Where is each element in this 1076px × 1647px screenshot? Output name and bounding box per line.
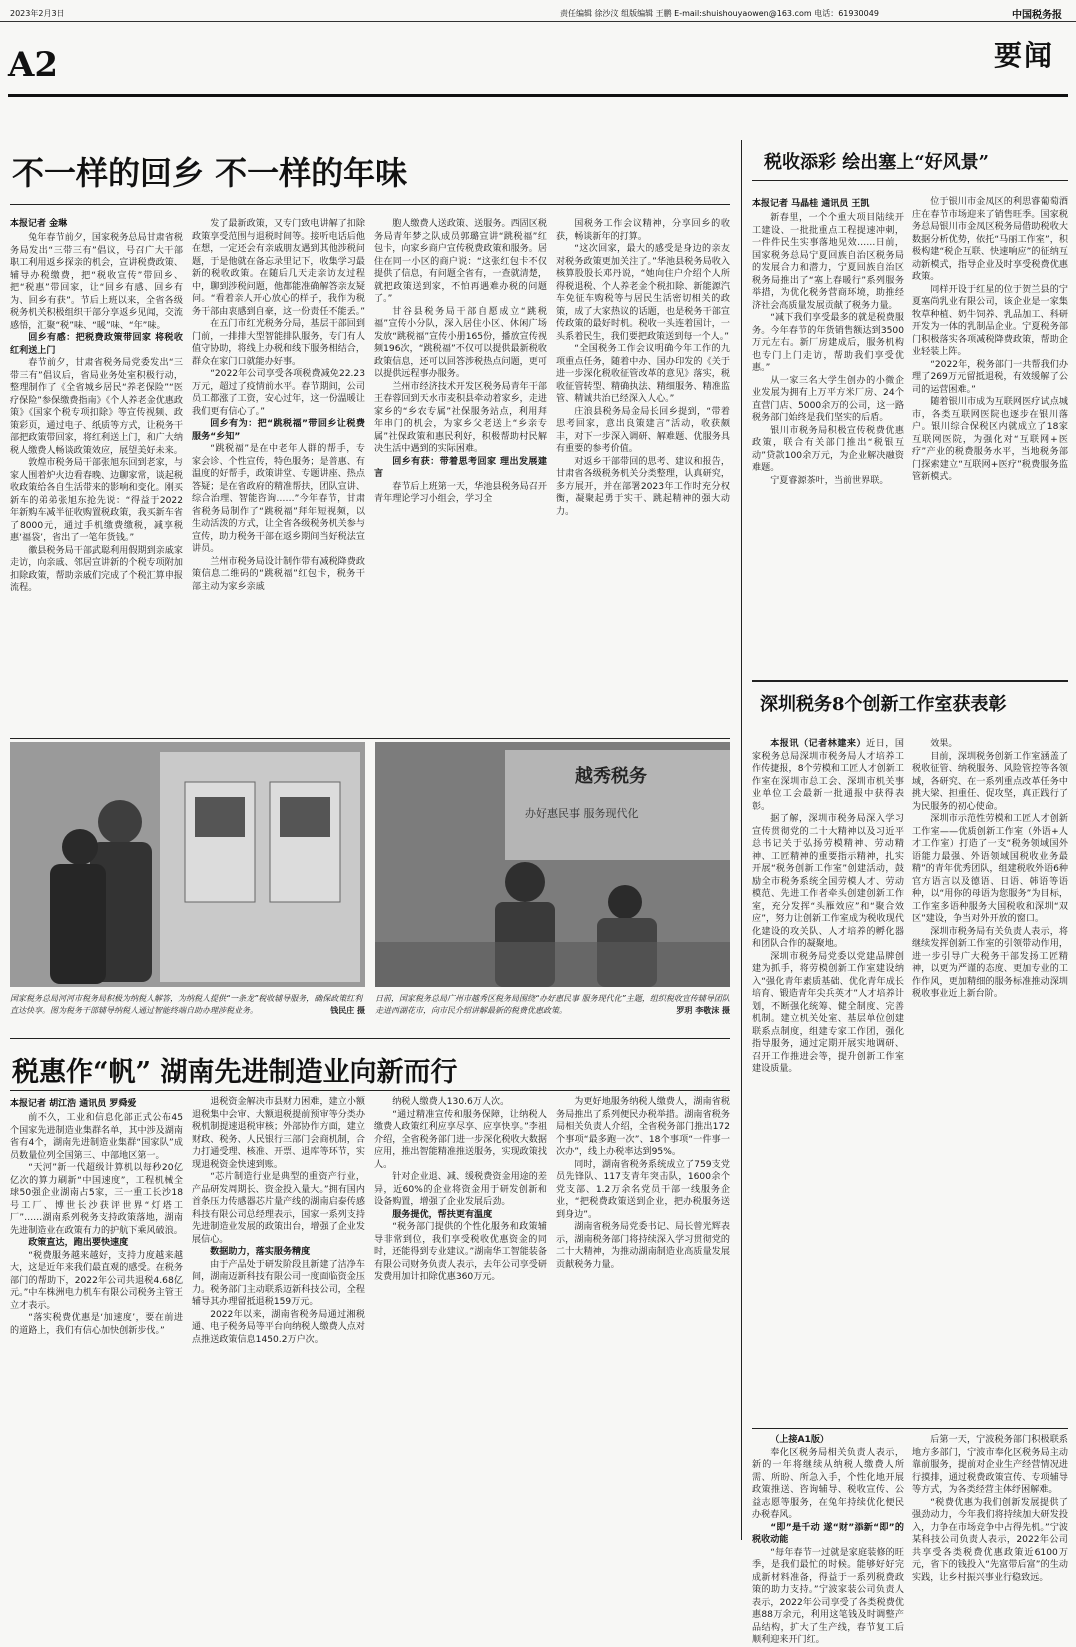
article4-top-rule — [10, 1038, 730, 1039]
paragraph: 为更好地服务纳税人缴费人，湖南省税务局推出了系列便民办税举措。湖南省税务局相关负责人介绍，全省税务部门推出172个事项“最多跑一次”、18个事项“一件事一次办”，线上办税率达到95%。 — [556, 1097, 730, 1157]
article3-headline: 深圳税务8个创新工作室获表彰 — [760, 694, 1007, 715]
paragraph: “每年春节一过就是家庭装修的旺季，是我们最忙的时候。能够好好完成新材料准备，得益于一系列税费政策的助力支持。”宁波家装公司负责人表示，2022年公司享受了各类税费优惠88万余元，利用这笔钱及时调整产品结构，扩大了生产线，春节复工后顺利迎来开门红。 — [752, 1547, 904, 1645]
paragraph: 深圳市税务局党委以党建品牌创建为抓手，将劳模创新工作室建设纳入“强化青年素质基础、优化青年成长培育、锻造青年尖兵英才”人才培养计划，不断强化统筹、健全制度、完善机制。建立机关处室、基层单位创建联系点制度，组建专家工作团，强化指导服务，通过定期开展实地调研、召开工作推进会等，提升创新工作室建设质量。 — [752, 951, 904, 1074]
paragraph: 后第一天，宁波税务部门积极联系地方多部门，宁波市奉化区税务局主动靠前服务，提前对企业生产经营情况进行摸排，通过税费政策宣传、专项辅导等方式，为各类经营主体纾困解难。 — [912, 1435, 1068, 1495]
article5-column-2 — [912, 1434, 1068, 1583]
column-divider — [741, 140, 742, 1540]
page-header — [0, 0, 1076, 22]
paragraph: “税费服务越来越好，支持力度越来越大，这是近年来我们最直观的感受。在税务部门的帮助下，2022年公司共退税4.68亿元。”中车株洲电力机车有限公司税务主管王立才表示。 — [10, 1250, 183, 1311]
photo-tax-terminal — [10, 742, 365, 987]
subheading: 回乡有为：把“跳税福”带回乡让税费服务“乡知” — [192, 419, 365, 442]
paragraph: 从一家三名大学生创办的小微企业发展为拥有上万平方米厂房、24个直营门店、5000余万的公司，这一路税务部门始终是我们坚实的后盾。 — [752, 375, 904, 423]
paragraph: 胞人缴费人送政策、送服务。西固区税务局青年梦之队成员郭璐宣讲“跳税福”红包卡，向家乡商户宣传税费政策和服务。居住在同一小区的商户说：“这张红包卡不仅提供了信息，有问题全省有，一查就清楚，就把政策送到家，不怕再遇难办税的问题了。” — [374, 219, 547, 304]
article4-headline: 税惠作“帆” 湖南先进制造业向新而行 — [12, 1057, 458, 1088]
paragraph: “通过精准宣传和服务保障，让纳税人缴费人政策红利应享尽享、应享快享。”李祖介绍，全省税务部门进一步深化税收大数据应用，推出智能精准推送服务，实现政策找人。 — [374, 1109, 547, 1170]
article2-rule — [752, 180, 1068, 181]
paragraph: “税务部门提供的个性化服务和政策辅导非常到位，我们享受税收优惠资金的同时，还能得到专业建议。”湖南华工智能装备有限公司财务负责人表示，去年公司享受研发费用加计扣除优惠360万元。 — [374, 1222, 547, 1282]
header-rule — [8, 94, 1068, 97]
paragraph: 深圳市税务局有关负责人表示，将继续发挥创新工作室的引领带动作用，进一步引导广大税务干部发扬工匠精神，以更为严谨的态度、更加专业的工作作风，更加精细的服务标准推动深圳税收事业近上新台阶。 — [912, 926, 1068, 999]
paragraph: 兰州市税务局设计制作带有减税降费政策信息二维码的“跳税福”红包卡，税务干部主动为家乡亲戚 — [192, 556, 365, 592]
article2-headline: 税收添彩 绘出塞上“好风景” — [764, 152, 989, 173]
article5-column-1 — [752, 1434, 904, 1645]
photos-top-rule — [10, 738, 730, 739]
paragraph: 据了解，深圳市税务局深入学习宣传贯彻党的二十大精神以及习近平总书记关于弘扬劳模精神、劳动精神、工匠精神的重要指示精神，扎实开展“税务创新工作室”创建活动，鼓励全市税务系统全国劳模人才、劳动模范、先进工作者牵头创建创新工作室，充分发挥“头雁效应”和“聚合效应”，努力让创新工作室成为税收现代化建设的攻关队、人才培养的孵化器和团队合作的凝聚地。 — [752, 814, 904, 949]
article4-column-2 — [192, 1096, 365, 1540]
subheading: 政策直达，跑出要快速度 — [28, 1238, 129, 1248]
paragraph: 随着银川市成为互联网医疗试点城市，各类互联网医院也逐步在银川落户。银川综合保税区内就成立了18家互联网医院，为强化对“互联网+医疗”产业的税费服务水平，当地税务部门探索建立“互联网+医疗”税费服务监管新模式。 — [912, 397, 1068, 482]
subheading: “即”是千动 遂“财”添新“即”的税收动能 — [752, 1522, 904, 1545]
paragraph: “芯片制造行业是典型的重资产行业，产品研发周期长、资金投入量大。”拥有国内首条压力传感器芯片量产线的湖南启泰传感科技有限公司总经理表示，国家一系列支持先进制造业发展的政策出台，增强了企业发展信心。 — [192, 1172, 365, 1245]
issue-date: 2023年2月3日 — [10, 9, 65, 18]
paragraph: 同时，湖南省税务系统成立了759支党员先锋队、117支青年突击队，1600余个党支部、1.2万余名党员干部一线服务企业，“把税费政策送到企业，把办税服务送到身边”。 — [556, 1159, 730, 1220]
article3-rule — [752, 680, 1068, 682]
paragraph: 目前，深圳税务创新工作室涵盖了税收征管、纳税服务、风险管控等各领域，各研究、在一系列重点改革任务中挑大梁、担重任、促攻坚，真正践行了为民服务的初心使命。 — [912, 751, 1068, 812]
article3-column-1 — [752, 738, 904, 1428]
photo-credit-left: 钱民庄 摄 — [330, 1006, 365, 1015]
article2-column-2 — [912, 196, 1068, 662]
paragraph: 宁夏睿源茶叶，当前世界联。 — [770, 475, 889, 486]
article1-rule — [10, 204, 730, 205]
paragraph: 庄浪县税务局金局长回乡提到，“带着思考回家，意出良策建言”活动，收获颇丰，对下一步深入调研、解难题、优服务具有重要的参考价值。 — [556, 406, 730, 454]
paragraph: 纳税人缴费人130.6万人次。 — [392, 1097, 510, 1107]
paragraph: 在五门市红光税务分局，基层干部回到门前，一排排大型智能排队服务，专门有人值守协助，将线上办税和线下服务相结合，群众在家门口就能办好事。 — [192, 319, 365, 367]
subheading: 回乡有获：带着思考回家 理出发展建言 — [374, 456, 547, 479]
article1-headline: 不一样的回乡 不一样的年味 — [12, 154, 408, 192]
paragraph: “这次回家，最大的感受是身边的亲友对税务政策更加关注了。”华池县税务局收入核算股股长邓丹说，“她向住户介绍个人所得税退税、个人养老金个税扣除、新能源汽车免征车购税等与居民生活密切相关的政策，成了大家热议的话题，也是税务干部宣传政策的最好时机。税收一头连着国计，一头系着民生，我们要把政策送到每一个人。” — [556, 244, 730, 342]
photo-caption-left: 国家税务总局河河市税务局积极为纳税人解答，为纳税人提供“一条龙”税收辅导服务，确保政策红利直达快享。图为税务干部辅导纳税人通过智能终端自助办理涉税业务。 钱民庄 摄 — [10, 994, 365, 1015]
paragraph: 兰州市经济技术开发区税务局青年干部王春蓉回到天水市麦积县牵动着家乡，走进家乡的“乡农专属”社保服务站点，利用拜年串门的机会，为家乡父老送上“乡亲专属”社保政策和惠民利好，积极帮助村民解决生活中遇到的实际困难。 — [374, 381, 547, 454]
paragraph: 徽县税务局干部武聪利用假期到亲戚家走访，向亲戚、邻居宣讲新的个税专项附加扣除政策，帮助亲戚们完成了个税汇算申报流程。 — [10, 545, 183, 593]
article3-byline: 本报讯（记者林建来） — [770, 739, 867, 749]
page-number: A2 — [8, 45, 59, 85]
paragraph: 湖南省税务局党委书记、局长曾光辉表示，湖南税务部门将持续深入学习贯彻党的二十大精神，为推动湖南制造业高质量发展贡献税务力量。 — [556, 1222, 730, 1270]
article1-column-4 — [556, 218, 730, 728]
photo-flower-market — [375, 742, 730, 987]
photo-credit-right: 罗玥 李敬沫 摄 — [676, 1006, 730, 1015]
paragraph: 发了最新政策，又专门致电讲解了扣除政策享受范围与退税时间等。接听电话后他在想，一定还会有亲戚朋友遇到其他涉税问题，于是他就在备忘录里记下，收集学习最新的税收政策。在随后几天走亲访友过程中，聊到涉税问题，他都能准确解答亲友疑问。“看着亲人开心放心的样子，我作为税务干部由衷感到自豪，这一份责任不能丢。” — [192, 219, 365, 317]
editor-info: 责任编辑 徐沙汶 组版编辑 王鹏 E-mail:shuishouyaowen@163.com 电话：61930049 — [560, 9, 879, 18]
paragraph: 甘谷县税务局干部自愿成立“跳税福”宣传小分队，深入居住小区、休闲广场发放“跳税福”宣传小册165份，播放宣传视频196次，“跳税福”不仅可以提供最新税收政策信息，还可以回答涉税热点问题，更可以提供远程事办服务。 — [374, 306, 547, 379]
paragraph: “2022年，税务部门一共帮我们办理了269万元留抵退税，有效缓解了公司的运营困难。” — [912, 359, 1068, 395]
paragraph: “税费优惠为我们创新发展提供了强劲动力，今年我们将持续加大研发投入，力争在市场竞争中占得先机。”宁波某科技公司负责人表示，2022年公司共享受各类税费优惠政策近6100万元，省下的钱投入“先富带后富”的生动实践，让乡村振兴事业行稳致远。 — [912, 1497, 1068, 1583]
article1-byline: 本报记者 金琳 — [10, 219, 68, 229]
paragraph: “全国税务工作会议明确今年工作的九项重点任务，随着中办、国办印发的《关于进一步深化税收征管改革的意见》落实，税收征管转型、精确执法、精细服务、精准监管、精诚共治已经深入人心。” — [556, 344, 730, 404]
subheading: 回乡有感：把税费政策带回家 将税收红利送上门 — [10, 333, 183, 356]
photo-caption-right: 日前，国家税务总局广州市越秀区税务局围绕“办好惠民事 服务现代化”主题，组织税收宣传辅导团队走进西湖花市，向市民介绍讲解最新的税费优惠政策。 罗玥 李敬沫 摄 — [375, 994, 730, 1015]
paragraph: “落实税费优惠是‘加速度’，要在前进的道路上，我们有信心加快创新步伐。” — [10, 1313, 183, 1336]
paragraph: 奉化区税务局相关负责人表示，新的一年将继续从纳税人缴费人所需、所盼、所急入手，个性化地开展政策推送、咨询辅导、税收宣传、公益志愿等服务，在兔年持续优化便民办税春风。 — [752, 1447, 904, 1520]
paragraph: “减下我们享受最多的就是税费服务。今年春节的年货销售额达到3500万元左右。新厂房建成后，服务机构也专门上门走访，帮助我们享受优惠。” — [752, 313, 904, 373]
article1-column-3 — [374, 218, 547, 728]
publication-name: 中国税务报 — [1012, 10, 1062, 21]
article4-column-3 — [374, 1096, 547, 1540]
paragraph: 效果。 — [930, 739, 958, 749]
paragraph: “天河”新一代超级计算机以每秒20亿亿次的算力刷新“中国速度”，工程机械全球50强企业湖南占5家，三一重工长沙18号工厂、博世长沙获评世界“灯塔工厂”……湖南系列税务支持政策落地，湖南先进制造业在政策有力的护航下乘风破浪。 — [10, 1163, 183, 1236]
article1-column-1 — [10, 232, 183, 728]
paragraph: 近日，国家税务总局深圳市税务局人才培养工作传捷报，8个劳模和工匠人才创新工作室在深圳市总工会、深圳市机关事业单位工会最新一批通报中获得表彰。 — [752, 739, 904, 812]
paragraph: 前不久，工业和信息化部正式公布45个国家先进制造业集群名单，其中涉及湖南省有4个，湖南先进制造业集群“国家队”成员数量位列全国第三、中部地区第一。 — [10, 1113, 183, 1161]
article4-column-4 — [556, 1096, 730, 1540]
paragraph: 由于产品处于研发阶段且新建了洁净车间，湖南迈新科技有限公司一度面临资金压力。税务部门主动联系迈新科技公司，全程辅导其办理留抵退税159万元。 — [192, 1259, 365, 1307]
photo-tax-terminal-illustration — [10, 742, 365, 987]
banner-slogan: 办好惠民事 服务现代化 — [525, 807, 639, 820]
paragraph: 新春里，一个个重大项目陆续开工建设、一批批重点工程提速冲刺，一件件民生实事落地见效……日前，国家税务总局宁夏回族自治区税务局的发展合力和潜力，宁夏回族自治区税务局推出了“塞上春暖行”系列服务举措，为优化税务营商环境，助推经济社会高质量发展贡献了税务力量。 — [752, 213, 904, 311]
paragraph: 同样开设于红星的位于贺兰县的宁夏塞尚乳业有限公司，该企业是一家集牧草种植、奶牛饲养、乳品加工、科研开发为一体的乳制品企业。宁夏税务部门积极落实各项减税降费政策，帮助企业轻装上阵。 — [912, 284, 1068, 357]
paragraph: “2022年公司享受各项税费减免22.23万元，超过了疫情前水平。春节期间，公司员工都涨了工资，安心过年，这一份温暖让我们更有信心了。” — [192, 369, 365, 417]
banner-title: 越秀税务 — [575, 766, 647, 787]
paragraph: 春节后上班第一天，华池县税务局召开青年理论学习小组会，学习全 — [374, 481, 547, 504]
paragraph: 兔年春节前夕，国家税务总局甘肃省税务局发出“三带三有”倡议，号召广大干部职工利用返乡探亲的机会，宣讲税费政策、辅导办税缴费，把“税收宣传”带回乡、把“税惠”带回家，让“回乡有感、回乡有为、回乡有获”。节后上班以来，全省各级税务机关积极组织干部分享返乡见闻，交流感悟，汇聚“税”味、“暖”味、“年”味。 — [10, 233, 183, 331]
paragraph: 针对企业退、减、缓税费资金用途的差异，近60%的企业将资金用于研发创新和设备购置，增强了企业发展后劲。 — [374, 1172, 547, 1207]
paragraph: “跳税福”是在中老年人群的帮手，专家会诊、个性宣传，特色服务；是普惠、有温度的好帮手，政策讲堂、专题讲座、热点答疑；是在省政府的精准帮扶，团队宣讲、综合治理、智能咨询……”今年春节，甘肃省税务局制作了“跳税福”拜年短视频，以生动活泼的方式，让全省各级税务机关参与宣传，助力税务干部在返乡期间当好税法宣讲员。 — [192, 444, 365, 554]
article2-column-1 — [752, 212, 904, 662]
paragraph: 深圳市示范性劳模和工匠人才创新工作室——优质创新工作室（外语+人才工作室）打造了一支“税务领域国外语能力最强、外语领域国税收业务最精”的青年优秀团队，组建税收外语6种官方语言以及德语、日语、韩语等语种，以“用你的母语为您服务”为目标，工作室多语种服务大国税收和深圳“双区”建设，争当对外开放的窗口。 — [912, 814, 1068, 924]
article1-column-2 — [192, 218, 365, 728]
article4-byline: 本报记者 胡江浩 通讯员 罗舜爱 — [10, 1099, 137, 1109]
section-title: 要闻 — [993, 39, 1054, 72]
paragraph: 春节前夕，甘肃省税务局党委发出“三带三有”倡议后，省局业务处室积极行动，整理制作了《全省城乡居民“养老保险”“医疗保险”参保缴费指南》《个人养老金优惠政策》《国家个税专项扣除》等宣传视频、政策彩页，通过电子、纸质等方式，让税务干部把政策带回家，将红利送上门，和广大纳税人缴费人畅谈政策效应，展望美好未来。 — [10, 358, 183, 456]
article3-column-2 — [912, 738, 1068, 1428]
paragraph: 国税务工作会议精神，分享回乡的收获，畅谈新年的打算。 — [556, 219, 730, 242]
paragraph: 退税资金解决市县财力困难，建立小额退税集中会审、大额退税提前预审等分类办税机制提速退税审核；外部协作方面，建立财政、税务、人民银行三部门会商机制，合力打通受理、核准、开票、退库等环节，实现退税资金快速到账。 — [192, 1097, 365, 1170]
article5-rule — [752, 1428, 1068, 1429]
paragraph: 位于银川市金凤区的利思睿葡萄酒庄在春节市场迎来了销售旺季。国家税务总局银川市金凤区税务局借助税收大数据分析优势，依托“马丽工作室”，积极构建“税企互联、快速响应”的征纳互动新模式，指导企业及时享受税费优惠政策。 — [912, 197, 1068, 282]
subheading: 数据助力，落实服务精度 — [210, 1247, 311, 1257]
paragraph: 敦煌市税务局干部张旭东回到老家，与家人围着炉火边看春晚、边聊家常，谈起税收政策给各自生活带来的影响和变化。刚买新车的弟弟张旭东抢先说：“得益于2022年新购车减半征收购置税政策，我买新车省了8000元，通过手机缴费缴税，减享税惠‘福袋’，省出了一笔年货钱。” — [10, 458, 183, 543]
paragraph: 对返乡干部带回的思考、建议和报告，甘肃省各级税务机关分类整理，认真研究，多方展开，并在部署2023年工作时充分权衡，凝聚起勇于实干、跳起精神的强大动力。 — [556, 456, 730, 517]
article4-column-1 — [10, 1112, 183, 1540]
paragraph: 银川市税务局积极宣传税费优惠政策，联合有关部门推出“税银互动”贷款100余万元，为企业解决融资难题。 — [752, 425, 904, 473]
paragraph: 2022年以来，湖南省税务局通过湘税通、电子税务局等平台向纳税人缴费人点对点推送政策信息1450.2万户次。 — [192, 1309, 365, 1345]
photo-flower-market-illustration — [375, 742, 730, 987]
continuation-note: （上接A1版） — [770, 1435, 830, 1445]
subheading: 服务提优，帮扶更有温度 — [392, 1209, 493, 1220]
article2-byline: 本报记者 马晶桂 通讯员 王凯 — [752, 199, 870, 209]
article4-rule — [10, 1090, 730, 1091]
